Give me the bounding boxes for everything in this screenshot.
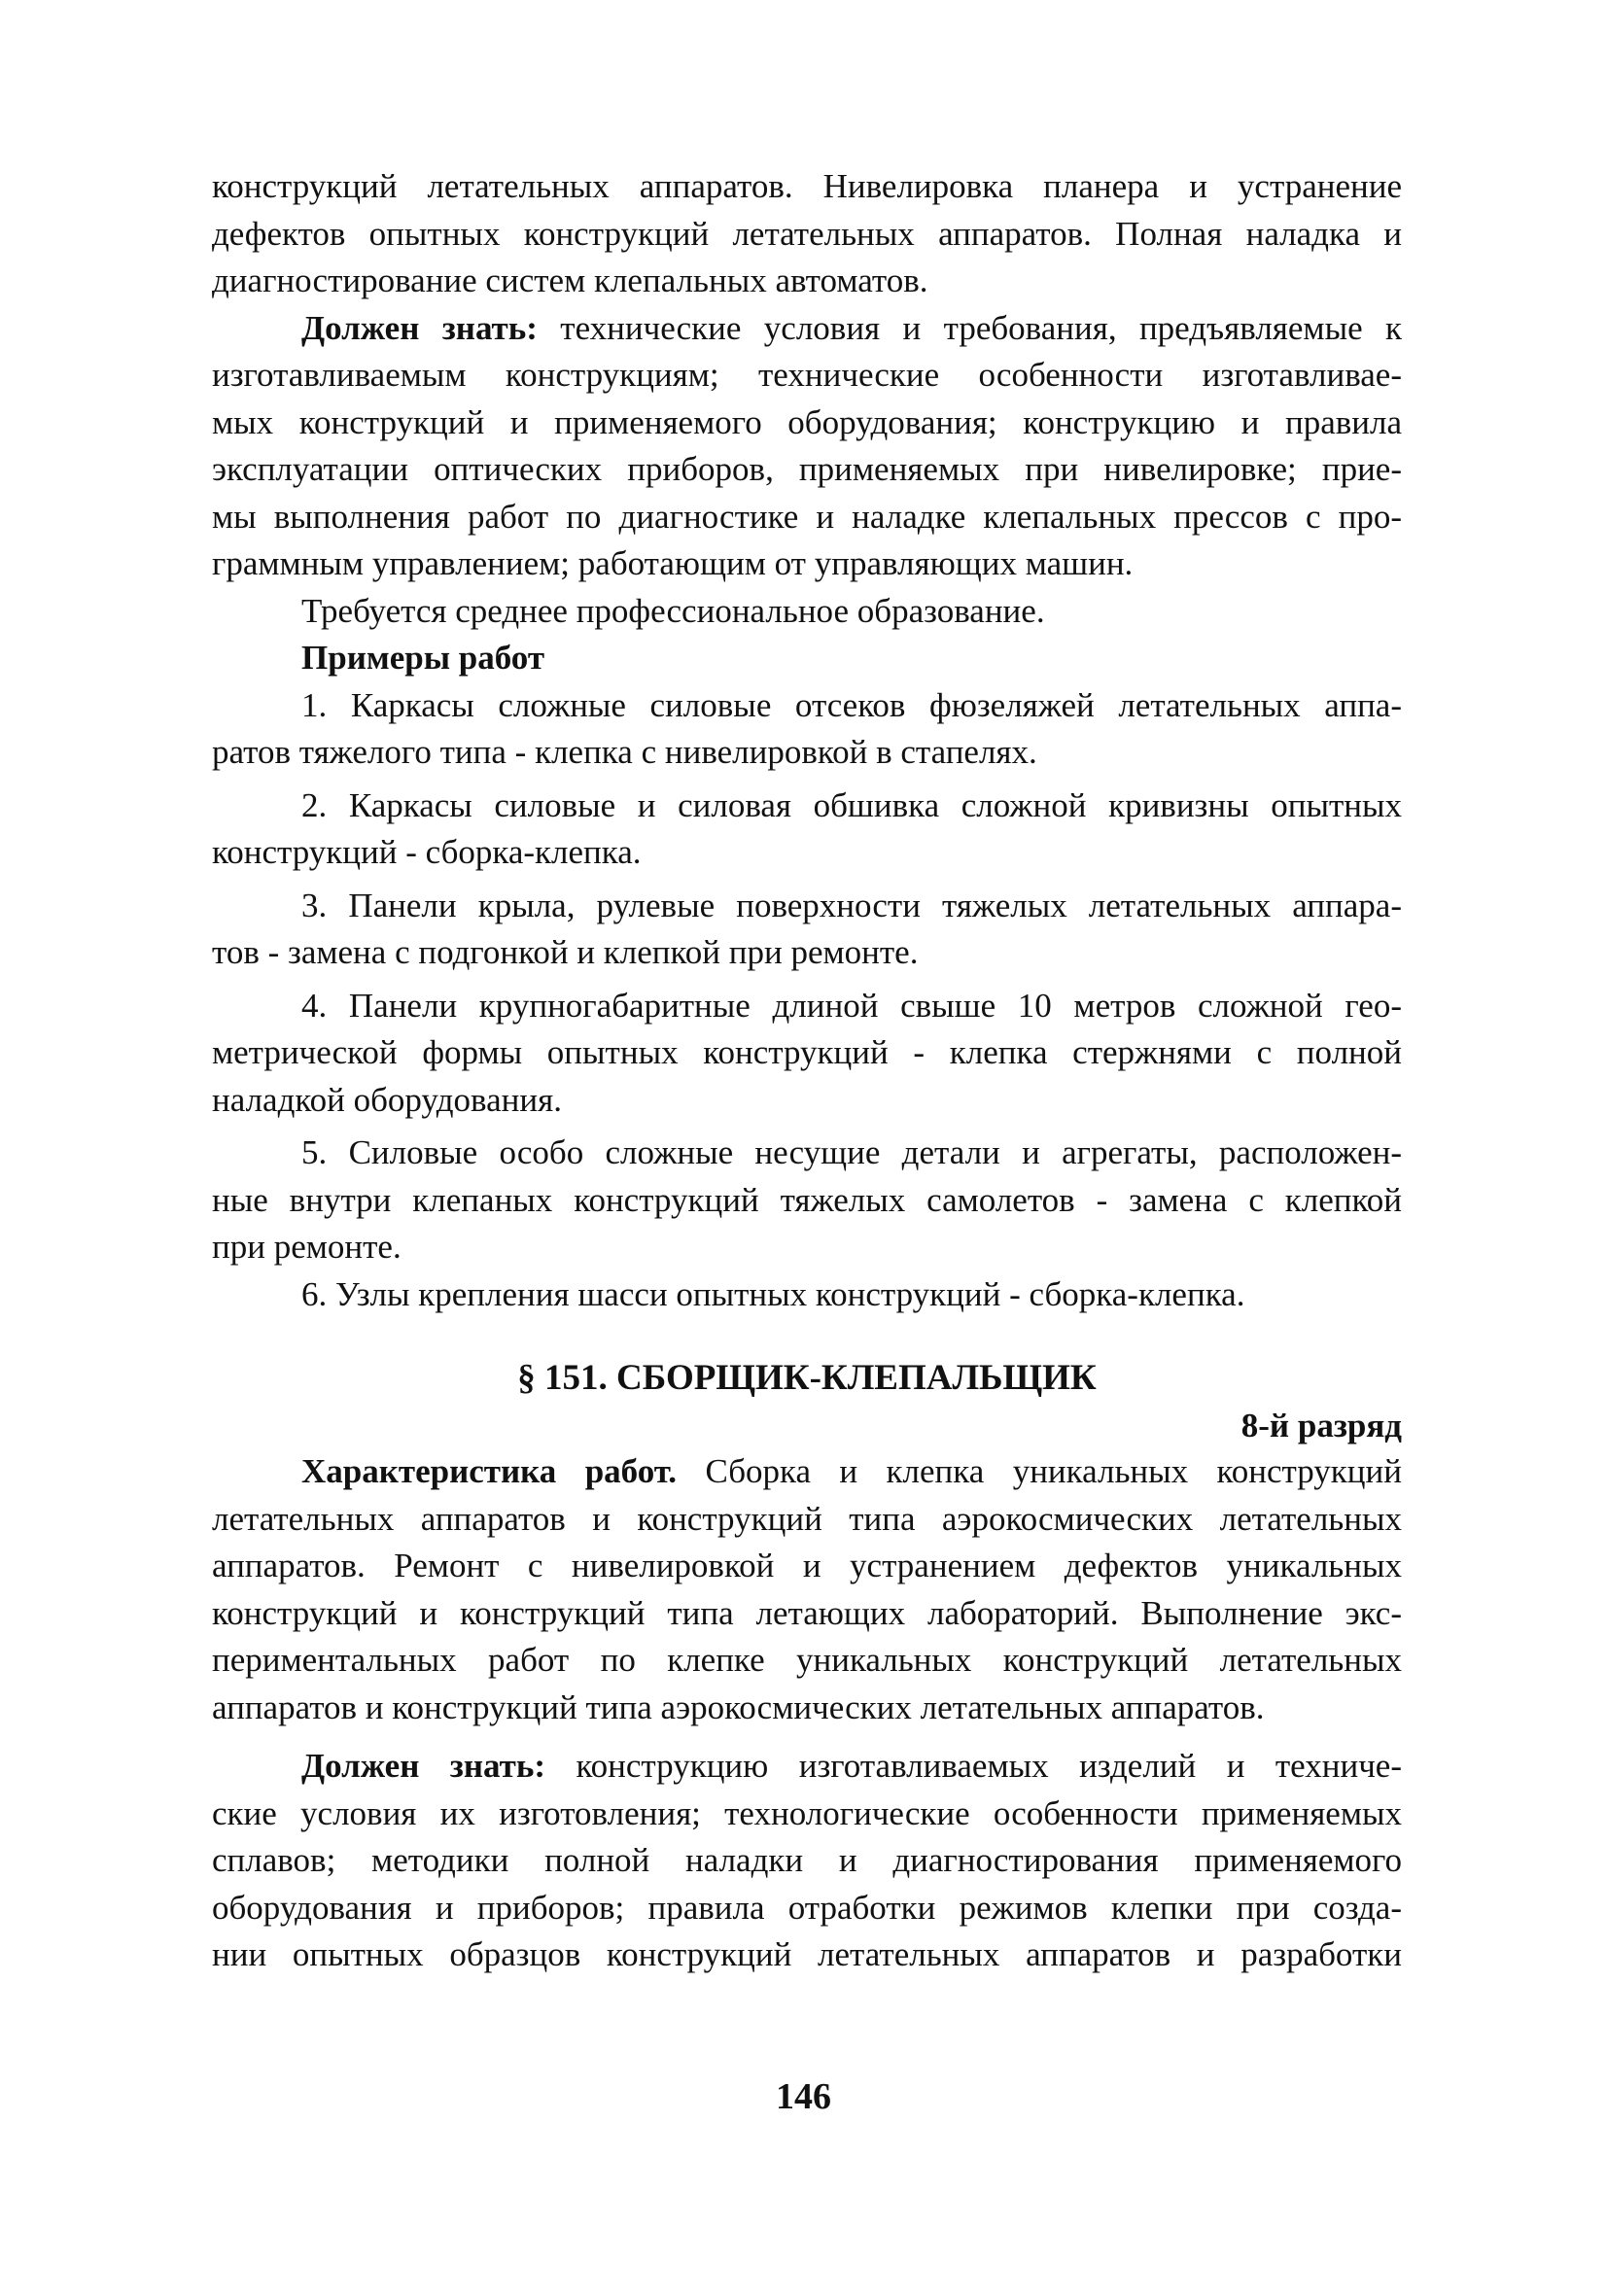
text-line: [212, 1743, 1402, 1791]
section-title: § 151. СБОРЩИК-КЛЕПАЛЬЩИК: [517, 1358, 1097, 1398]
text-line: эксплуатации оптических приборов, применяемых при нивелировке; прие-: [212, 450, 1402, 488]
label-must-know: Должен знать:: [301, 308, 538, 347]
text-line: диагностирование систем клепальных автоматов.: [212, 261, 928, 299]
label-work-description: Характеристика работ.: [301, 1452, 678, 1490]
text-line: сплавов; методики полной наладки и диагностирования применяемого: [212, 1841, 1402, 1879]
text-line: мы выполнения работ по диагностике и наладке клепальных прессов с про-: [212, 497, 1402, 536]
grade-label: 8-й разряд: [1240, 1407, 1402, 1444]
text-line: Требуется среднее профессиональное образование.: [301, 591, 1045, 630]
text-line: нии опытных образцов конструкций летательных аппаратов и разработки: [212, 1935, 1402, 1973]
text-line: ские условия их изготовления; технологические особенности применяемых: [212, 1793, 1402, 1832]
text-line: [212, 305, 1402, 353]
text-line: конструкций и конструкций типа летающих лабораторий. Выполнение экс-: [212, 1593, 1402, 1632]
list-item: 5. Силовые особо сложные несущие детали и агрегаты, расположен-: [301, 1133, 1402, 1171]
text-line: граммным управлением; работающим от управляющих машин.: [212, 544, 1134, 582]
text-line: аппаратов. Ремонт с нивелировкой и устранением дефектов уникальных: [212, 1547, 1402, 1584]
text-fragment: Сборка и клепка уникальных конструкций: [677, 1452, 1402, 1490]
page-number: 146: [776, 2076, 831, 2117]
text-fragment: конструкцию изготавливаемых изделий и техниче-: [545, 1747, 1402, 1785]
text-line: конструкций - сборка-клепка.: [212, 833, 642, 871]
list-item: 6. Узлы крепления шасси опытных конструкций - сборка-клепка.: [301, 1274, 1245, 1313]
list-item: 1. Каркасы сложные силовые отсеков фюзеляжей летательных аппа-: [301, 685, 1402, 724]
text-line: оборудования и приборов; правила отработки режимов клепки при созда-: [212, 1888, 1402, 1927]
text-line: конструкций летательных аппаратов. Нивелировка планера и устранение: [212, 167, 1402, 205]
body-text-bottom: [212, 1448, 1402, 1979]
list-item: 4. Панели крупногабаритные длиной свыше 10 метров сложной гео-: [301, 986, 1402, 1025]
text-line: мых конструкций и применяемого оборудования; конструкцию и правила: [212, 402, 1402, 441]
list-item: 2. Каркасы силовые и силовая обшивка сложной кривизны опытных: [301, 785, 1402, 824]
text-line: периментальных работ по клепке уникальных конструкций летательных: [212, 1641, 1402, 1679]
text-line: аппаратов и конструкций типа аэрокосмических летательных аппаратов.: [212, 1687, 1265, 1726]
text-line: дефектов опытных конструкций летательных аппаратов. Полная наладка и: [212, 214, 1402, 253]
body-text-top: [212, 163, 1402, 1318]
text-line: метрической формы опытных конструкций - клепка стержнями с полной: [212, 1033, 1402, 1071]
text-line: наладкой оборудования.: [212, 1080, 562, 1119]
subheading-examples: Примеры работ: [301, 639, 545, 677]
text-line: тов - замена с подгонкой и клепкой при ремонте.: [212, 933, 919, 971]
list-item: 3. Панели крыла, рулевые поверхности тяжелых летательных аппара-: [301, 886, 1402, 924]
text-line: ратов тяжелого типа - клепка с нивелировкой в стапелях.: [212, 733, 1037, 771]
text-line: летательных аппаратов и конструкций типа аэрокосмических летательных: [212, 1499, 1402, 1538]
label-must-know: Должен знать:: [301, 1747, 545, 1785]
text-fragment: технические условия и требования, предъявляемые к: [537, 308, 1402, 347]
text-line: [212, 1448, 1402, 1496]
page-content: [212, 163, 1402, 1979]
text-line: при ремонте.: [212, 1228, 402, 1266]
text-line: ные внутри клепаных конструкций тяжелых самолетов - замена с клепкой: [212, 1180, 1402, 1219]
text-line: изготавливаемым конструкциям; технические особенности изготавливае-: [212, 356, 1402, 394]
